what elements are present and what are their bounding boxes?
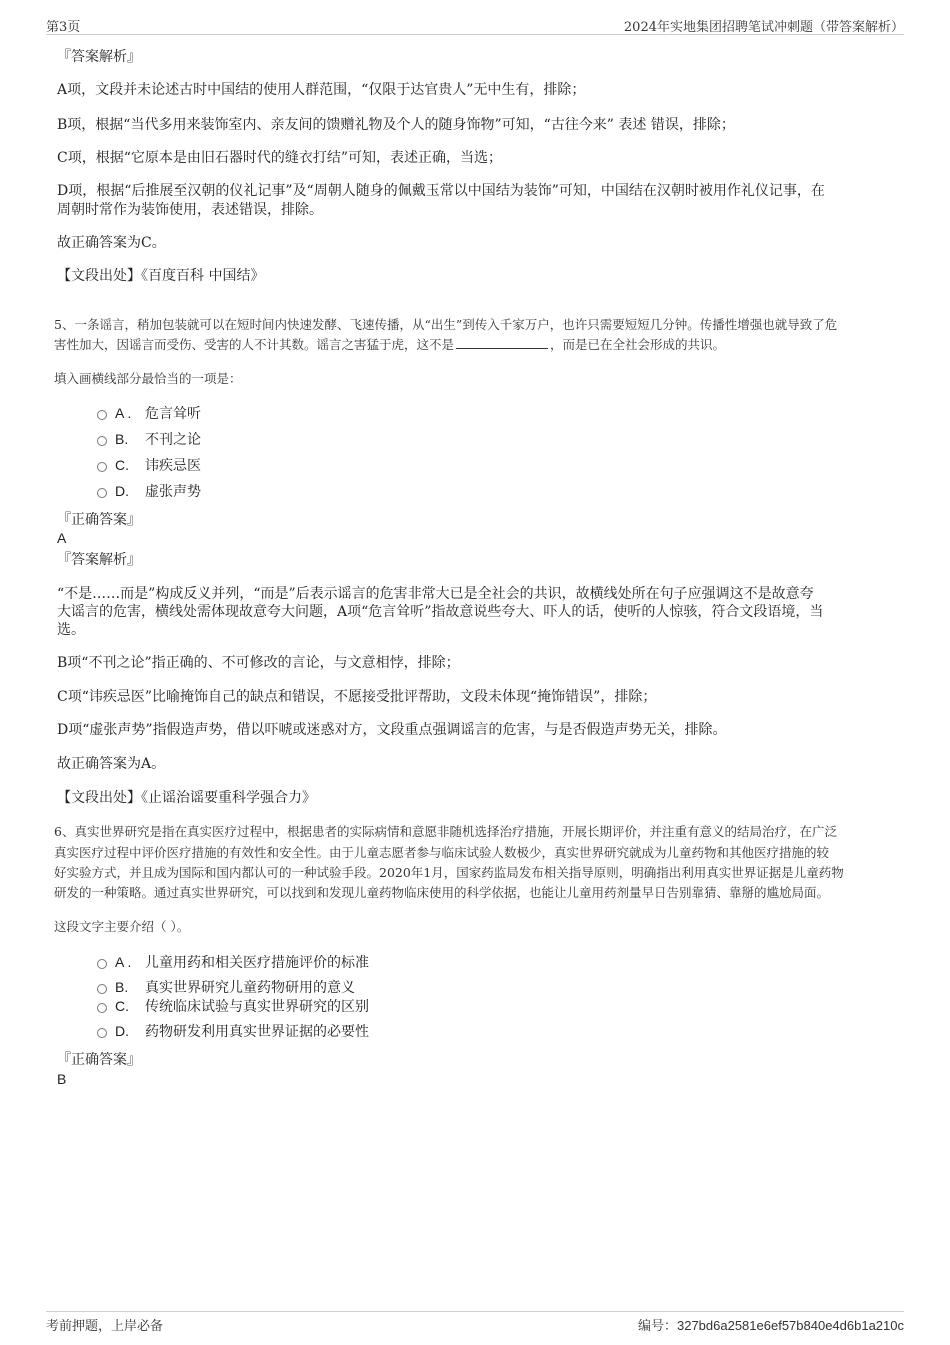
q4-analysis-label: 『答案解析』	[57, 49, 141, 65]
q5-prompt: 填入画横线部分最恰当的一项是：	[54, 371, 242, 386]
q5-answer-label: 『正确答案』	[57, 512, 141, 528]
q5-analysis-b: B项“不刊之论”指正确的、不可修改的言论，与文意相悖，排除；	[57, 655, 460, 671]
q4-analysis-d-line2: 周朝时常作为装饰使用，表述错误，排除。	[57, 202, 323, 218]
q6-option-d[interactable]: D. 药物研发利用真实世界证据的必要性	[97, 1021, 369, 1042]
q6-option-a[interactable]: A . 儿童用药和相关医疗措施评价的标准	[97, 952, 369, 973]
q5-analysis-line3: 选。	[57, 622, 85, 638]
q6-stem-line1: 6、真实世界研究是指在真实医疗过程中，根据患者的实际病情和意愿非随机选择治疗措施，开展长期评价，并注重有意义的结局治疗，在广泛	[54, 824, 837, 839]
page-header	[46, 14, 904, 35]
radio-icon[interactable]	[97, 488, 107, 498]
q4-analysis-a: A项，文段并未论述古时中国结的使用人群范围，“仅限于达官贵人”无中生有，排除；	[57, 82, 586, 98]
q6-answer: B	[57, 1071, 67, 1087]
radio-icon[interactable]	[97, 436, 107, 446]
q6-stem-line3: 好实验方式，并且成为国际和国内都认可的一种试验手段。2020年1月，国家药监局发布相关指导原则，明确指出利用真实世界证据是儿童药物	[54, 865, 844, 880]
q4-conclusion: 故正确答案为C。	[57, 235, 166, 251]
page-footer	[46, 1311, 904, 1332]
q5-analysis-label: 『答案解析』	[57, 552, 141, 568]
q4-analysis-c: C项，根据“它原本是由旧石器时代的缝衣打结”可知，表述正确，当选；	[57, 150, 503, 166]
footer-slogan: 考前押题，上岸必备	[46, 1319, 164, 1334]
page-number: 第3页	[46, 20, 81, 35]
q4-source: 【文段出处】《百度百科 中国结》	[57, 268, 265, 284]
radio-icon[interactable]	[97, 984, 107, 994]
q5-analysis-c: C项“讳疾忌医”比喻掩饰自己的缺点和错误，不愿接受批评帮助，文段未体现“掩饰错误”，排除；	[57, 689, 657, 705]
q5-answer: A	[57, 530, 67, 546]
q5-analysis-line2: 大谣言的危害，横线处需体现故意夸大问题，A项“危言耸听”指故意说些夸大、吓人的话，使听的人惊骇，符合文段语境，当	[57, 604, 824, 620]
q5-option-d[interactable]: D. 虚张声势	[97, 481, 201, 502]
radio-icon[interactable]	[97, 959, 107, 969]
q4-analysis-d-line1: D项，根据“后推展至汉朝的仪礼记事”及“周朝人随身的佩戴玉常以中国结为装饰”可知，中国结在汉朝时被用作礼仪记事，在	[57, 183, 825, 199]
q6-stem-line2: 真实医疗过程中评价医疗措施的有效性和安全性。由于儿童志愿者参与临床试验人数极少，真实世界研究就成为儿童药物和其他医疗措施的较	[54, 845, 830, 860]
q5-stem-line2: 害性加大，因谣言而受伤、受害的人不计其数。谣言之害猛于虎，这不是 ，而是已在全社会形成的共识。	[54, 337, 726, 352]
radio-icon[interactable]	[97, 1003, 107, 1013]
q5-analysis-line1: “不是……而是”构成反义并列，“而是”后表示谣言的危害非常大已是全社会的共识，故横线处所在句子应强调这不是故意夸	[57, 586, 814, 602]
q5-source: 【文段出处】《止谣治谣要重科学强合力》	[57, 790, 316, 806]
q6-prompt: 这段文字主要介绍（ ）。	[54, 919, 190, 934]
document-code: 编号：327bd6a2581e6ef57b840e4d6b1a210c	[637, 1318, 904, 1334]
radio-icon[interactable]	[97, 410, 107, 420]
q6-option-c[interactable]: C. 传统临床试验与真实世界研究的区别	[97, 996, 369, 1017]
radio-icon[interactable]	[97, 462, 107, 472]
fill-blank	[456, 335, 548, 349]
q5-option-b[interactable]: B. 不刊之论	[97, 429, 201, 450]
q6-stem-line4: 研发的一种策略。通过真实世界研究，可以找到和发现儿童药物临床使用的科学依据，也能让儿童用药剂量早日告别靠猜、靠掰的尴尬局面。	[54, 885, 830, 900]
q5-option-c[interactable]: C. 讳疾忌医	[97, 455, 201, 476]
q5-analysis-d: D项“虚张声势”指假造声势，借以吓唬或迷惑对方，文段重点强调谣言的危害，与是否假造声势无关，排除。	[57, 722, 727, 738]
radio-icon[interactable]	[97, 1028, 107, 1038]
document-title: 2024年实地集团招聘笔试冲刺题（带答案解析）	[623, 20, 904, 35]
q5-option-a[interactable]: A . 危言耸听	[97, 403, 201, 424]
q4-analysis-b: B项，根据“当代多用来装饰室内、亲友间的馈赠礼物及个人的随身饰物”可知，“古往今来” 表述 错误，排除；	[57, 117, 735, 133]
q5-stem-line1: 5、一条谣言，稍加包装就可以在短时间内快速发酵、飞速传播，从“出生”到传入千家万户，也许只需要短短几分钟。传播性增强也就导致了危	[54, 317, 838, 332]
q5-conclusion: 故正确答案为A。	[57, 756, 166, 772]
q6-option-b[interactable]: B. 真实世界研究儿童药物研用的意义	[97, 977, 355, 998]
q6-answer-label: 『正确答案』	[57, 1052, 141, 1068]
